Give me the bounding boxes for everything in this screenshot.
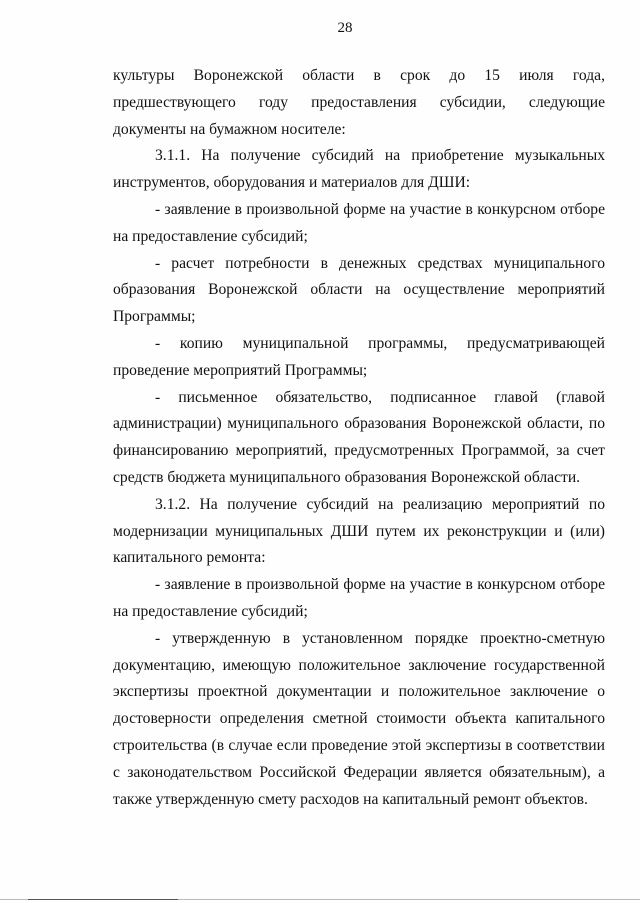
list-item-application-2: - заявление в произвольной форме на участие в конкурсном отборе на предоставление субсидий; (113, 576, 605, 620)
list-item-funding-calculation: - расчет потребности в денежных средствах муниципального образования Воронежской области на осуществление мероприятий Программы; (113, 254, 605, 326)
document-body (113, 63, 605, 813)
list-item-program-copy: - копию муниципальной программы, предусматривающей проведение мероприятий Программы; (113, 334, 605, 379)
list-item-application: - заявление в произвольной форме на участие в конкурсном отборе на предоставление субсидий; (113, 200, 605, 245)
list-item-design-documentation: - утвержденную в установленном порядке проектно-сметную документацию, имеющую положительное заключение государственной экспертизы проектной документации и положительное заключение о достоверности определения сметной стоимости объекта капитального строительства (в случае если проведение этой экспертизы в соответствии с законодательством Российской Федерации является обязательным), а также утвержденную смету расходов на капитальный ремонт объектов. (113, 629, 605, 808)
paragraph-3-1-1-heading: 3.1.1. На получение субсидий на приобретение музыкальных инструментов, оборудования и материалов для ДШИ: (113, 147, 605, 192)
paragraph-3-1-2-heading: 3.1.2. На получение субсидий на реализацию мероприятий по модернизации муниципальных ДШИ путем их реконструкции и (или) капитального ремонта: (113, 495, 605, 567)
list-item-written-obligation: - письменное обязательство, подписанное главой (главой администрации) муниципального образования Воронежской области, по финансированию мероприятий, предусмотренных Программой, за счет средств бюджета муниципального образования Воронежской области. (113, 388, 605, 486)
bottom-edge-rule (0, 896, 640, 903)
page-number: 28 (337, 20, 353, 36)
paragraph-continuation: культуры Воронежской области в срок до 15 июля года, предшествующего году предоставления субсидии, следующие документы на бумажном носителе: (113, 67, 605, 138)
page-edge-line-dark (28, 899, 178, 900)
